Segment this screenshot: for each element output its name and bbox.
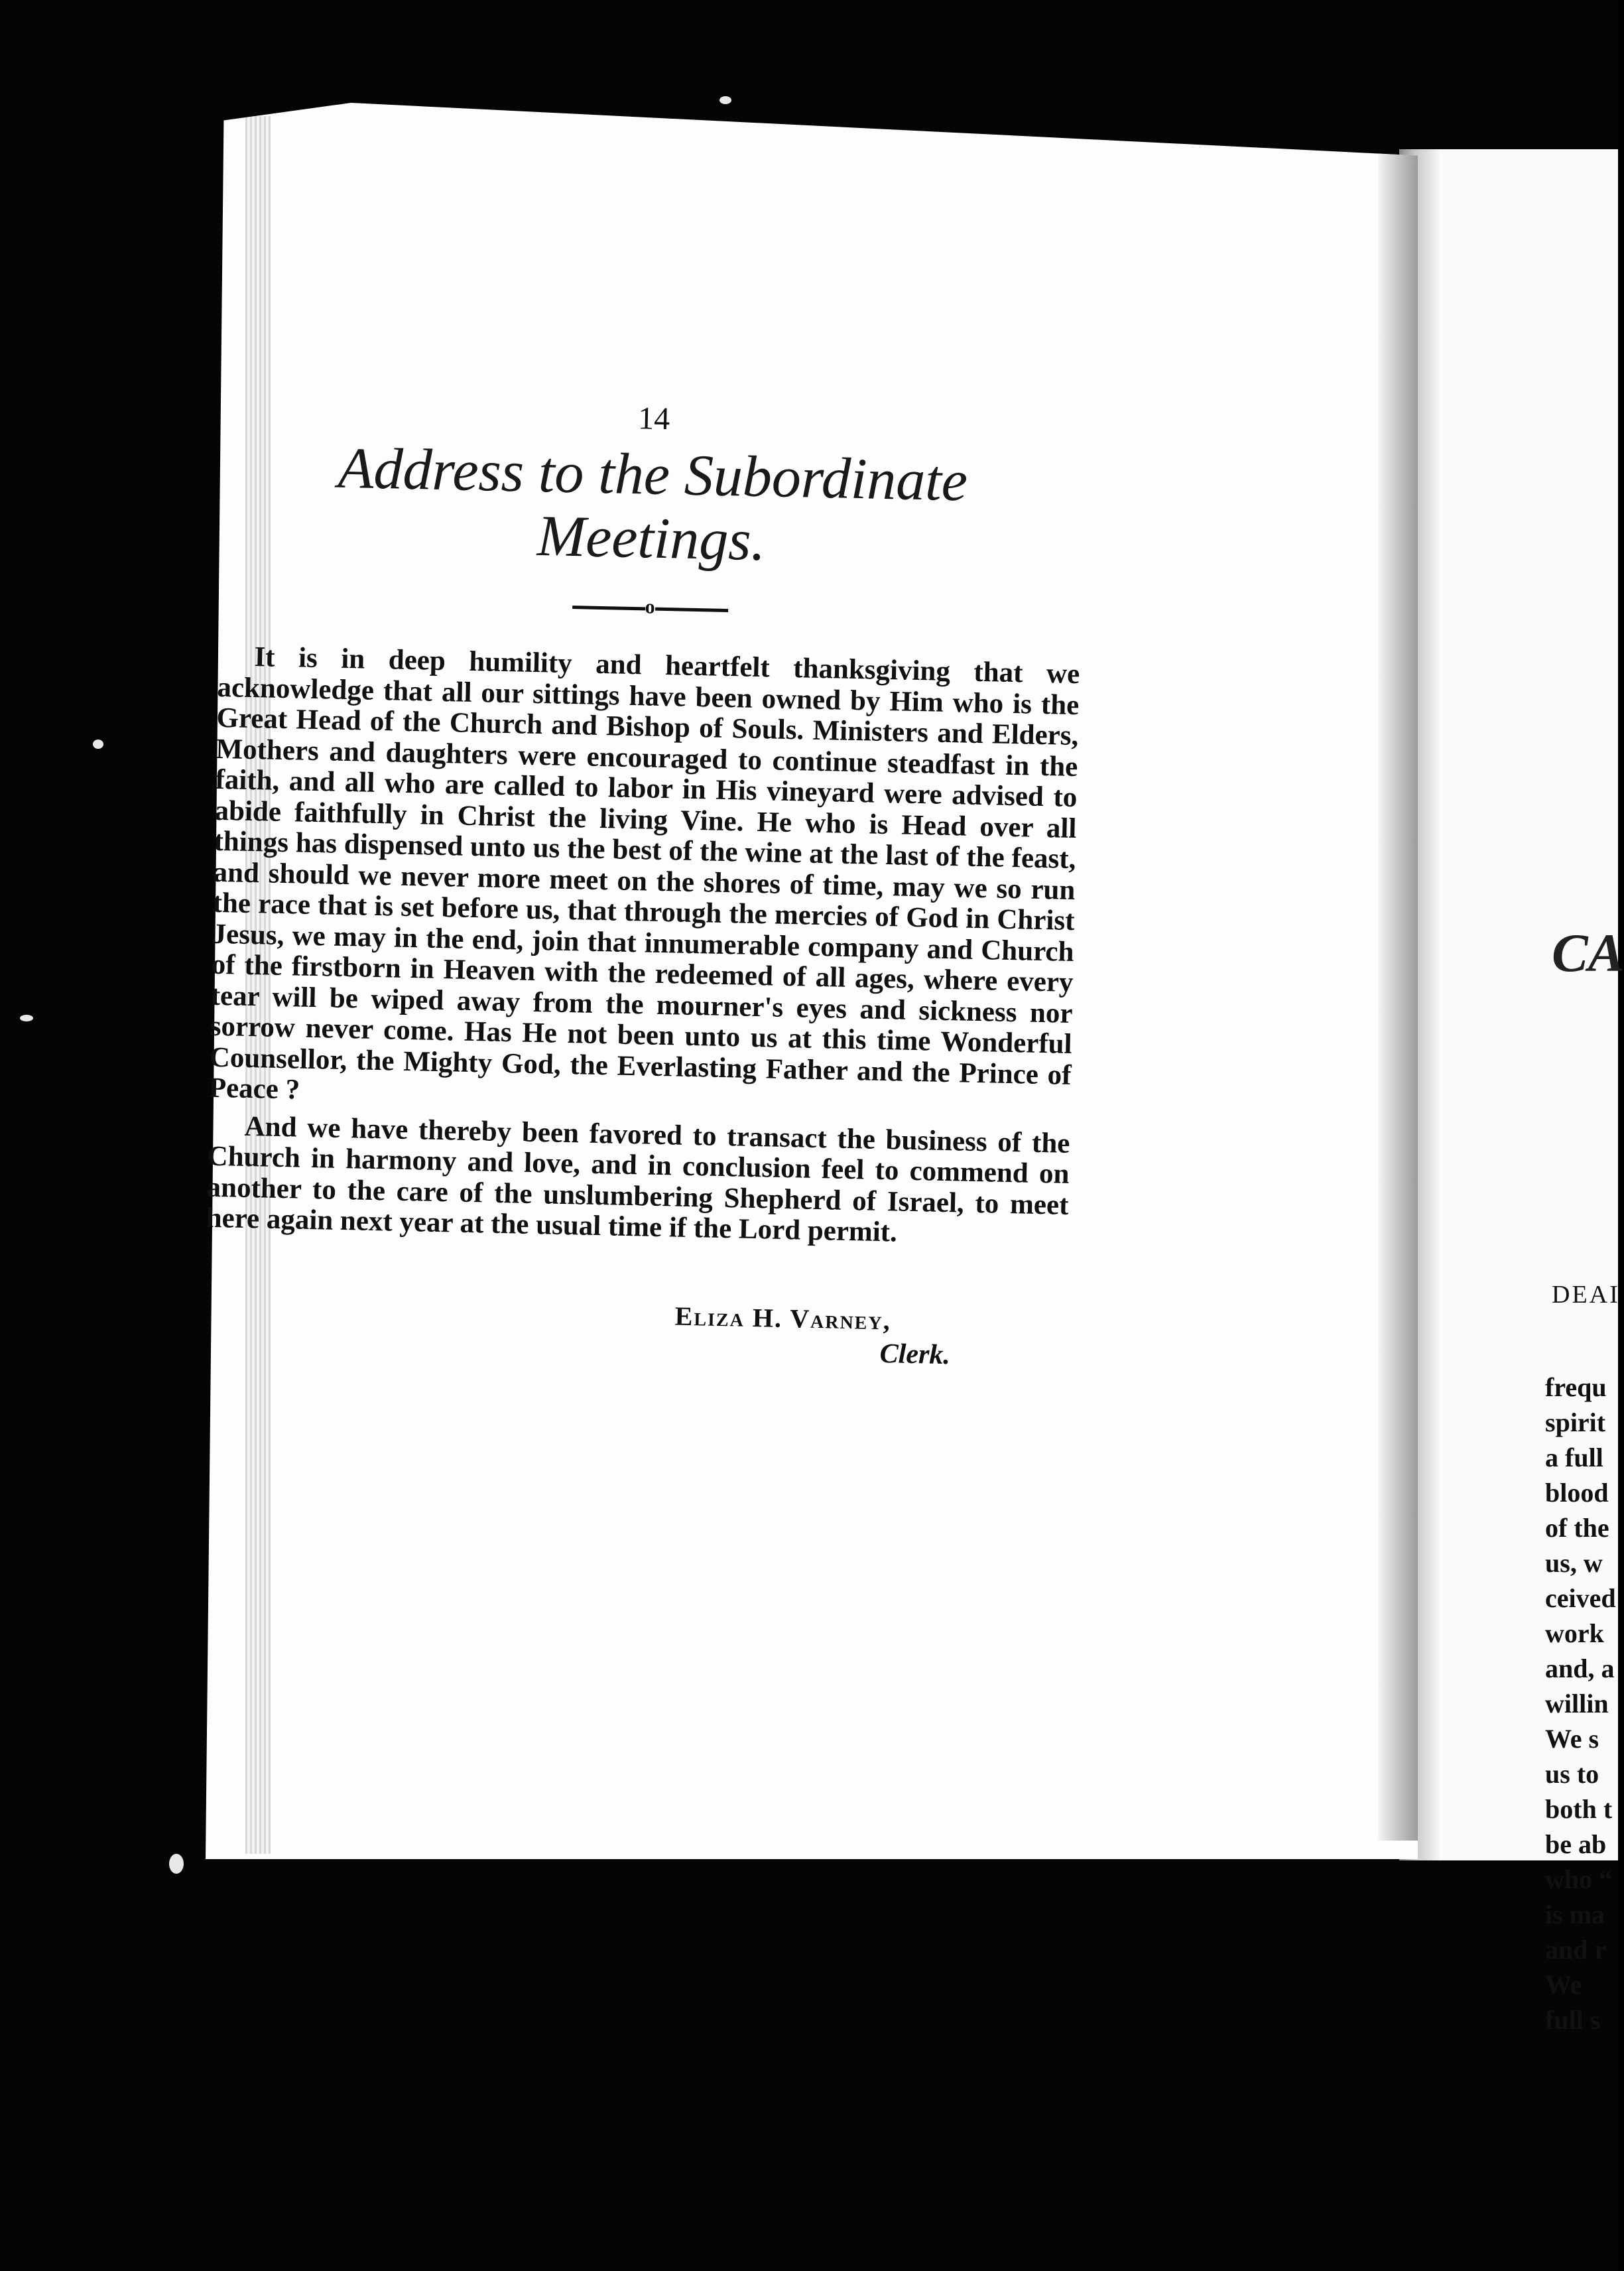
page-content — [203, 292, 1088, 1381]
next-page-line: spirit — [1545, 1407, 1606, 1437]
page-title: Address to the Subordinate Meetings. — [337, 436, 968, 574]
signature-title: Clerk. — [879, 1338, 951, 1370]
next-page-line: us, w — [1545, 1548, 1603, 1578]
page-number: 14 — [637, 401, 670, 437]
next-page-line: full s — [1545, 2005, 1601, 2035]
next-page-line: who “ — [1545, 1864, 1613, 1894]
next-page-line: be ab — [1545, 1829, 1607, 1859]
next-page-line: work — [1545, 1618, 1604, 1648]
body-paragraph: It is in deep humility and heartfelt thanksgiving that we acknowledge that all our sittings have been owned by Him who is the Great Head of the Church and Bishop of Souls. Ministers and Elders, Mothers and daughters were encouraged to continue steadfast in the faith, and all who are called to labor in His vineyard were advised to abide faithfully in Christ the living Vine. He who is Head over all things has dispensed unto us the best of the wine at the last of the feast, and should we never more meet on the shores of time, may we so run the race that is set before us, that through the mercies of God in Christ Jesus, we may in the end, join that innumerable company and Church of the firstborn in Heaven with the redeemed of all ages, where every tear will be wiped away from the mourner's eyes and sickness nor sorrow never come. Has He not been unto us at this time Wonderful Counsellor, the Mighty God, the Everlasting Father and the Prince of Peace ? — [208, 641, 1080, 1106]
body-paragraph: And we have thereby been favored to transact the business of the Church in harmony and love, and in conclusion feel to commend on another to the care of the unslumbering Shepherd of Israel, to meet here again next year at the usual time if the Lord permit. — [206, 1110, 1070, 1248]
scan-speck — [93, 740, 103, 749]
next-page-line: We — [1545, 1970, 1582, 2000]
next-page-line: ceived — [1545, 1583, 1616, 1613]
next-page-line: blood — [1545, 1478, 1609, 1508]
next-page-line: frequ — [1545, 1372, 1607, 1402]
divider-rule — [655, 607, 728, 612]
next-page-line: a full — [1545, 1443, 1603, 1472]
next-page-line: and r — [1545, 1935, 1607, 1965]
next-page-line: is ma — [1545, 1900, 1605, 1929]
next-page-line: We s — [1545, 1724, 1599, 1754]
next-page-text — [1545, 1370, 1616, 2038]
scan-speck — [169, 1854, 184, 1874]
section-divider — [564, 596, 737, 619]
next-page — [1399, 149, 1624, 2035]
divider-ornament: o — [645, 596, 656, 618]
divider-rule — [572, 606, 645, 610]
next-page-salutation: DEAI — [1552, 1281, 1620, 1309]
next-page-line: willin — [1545, 1689, 1609, 1719]
scan-speck — [20, 1015, 33, 1021]
scan-speck — [719, 96, 731, 104]
next-page-heading: CA — [1552, 923, 1624, 983]
page-spine-shadow — [1378, 149, 1418, 1841]
next-page-line: both t — [1545, 1794, 1613, 1824]
next-page-line: us to — [1545, 1759, 1599, 1789]
signature-name: Eliza H. Varney, — [674, 1301, 892, 1335]
next-page-line: and, a — [1545, 1654, 1615, 1683]
next-page-line: of the — [1545, 1513, 1609, 1543]
